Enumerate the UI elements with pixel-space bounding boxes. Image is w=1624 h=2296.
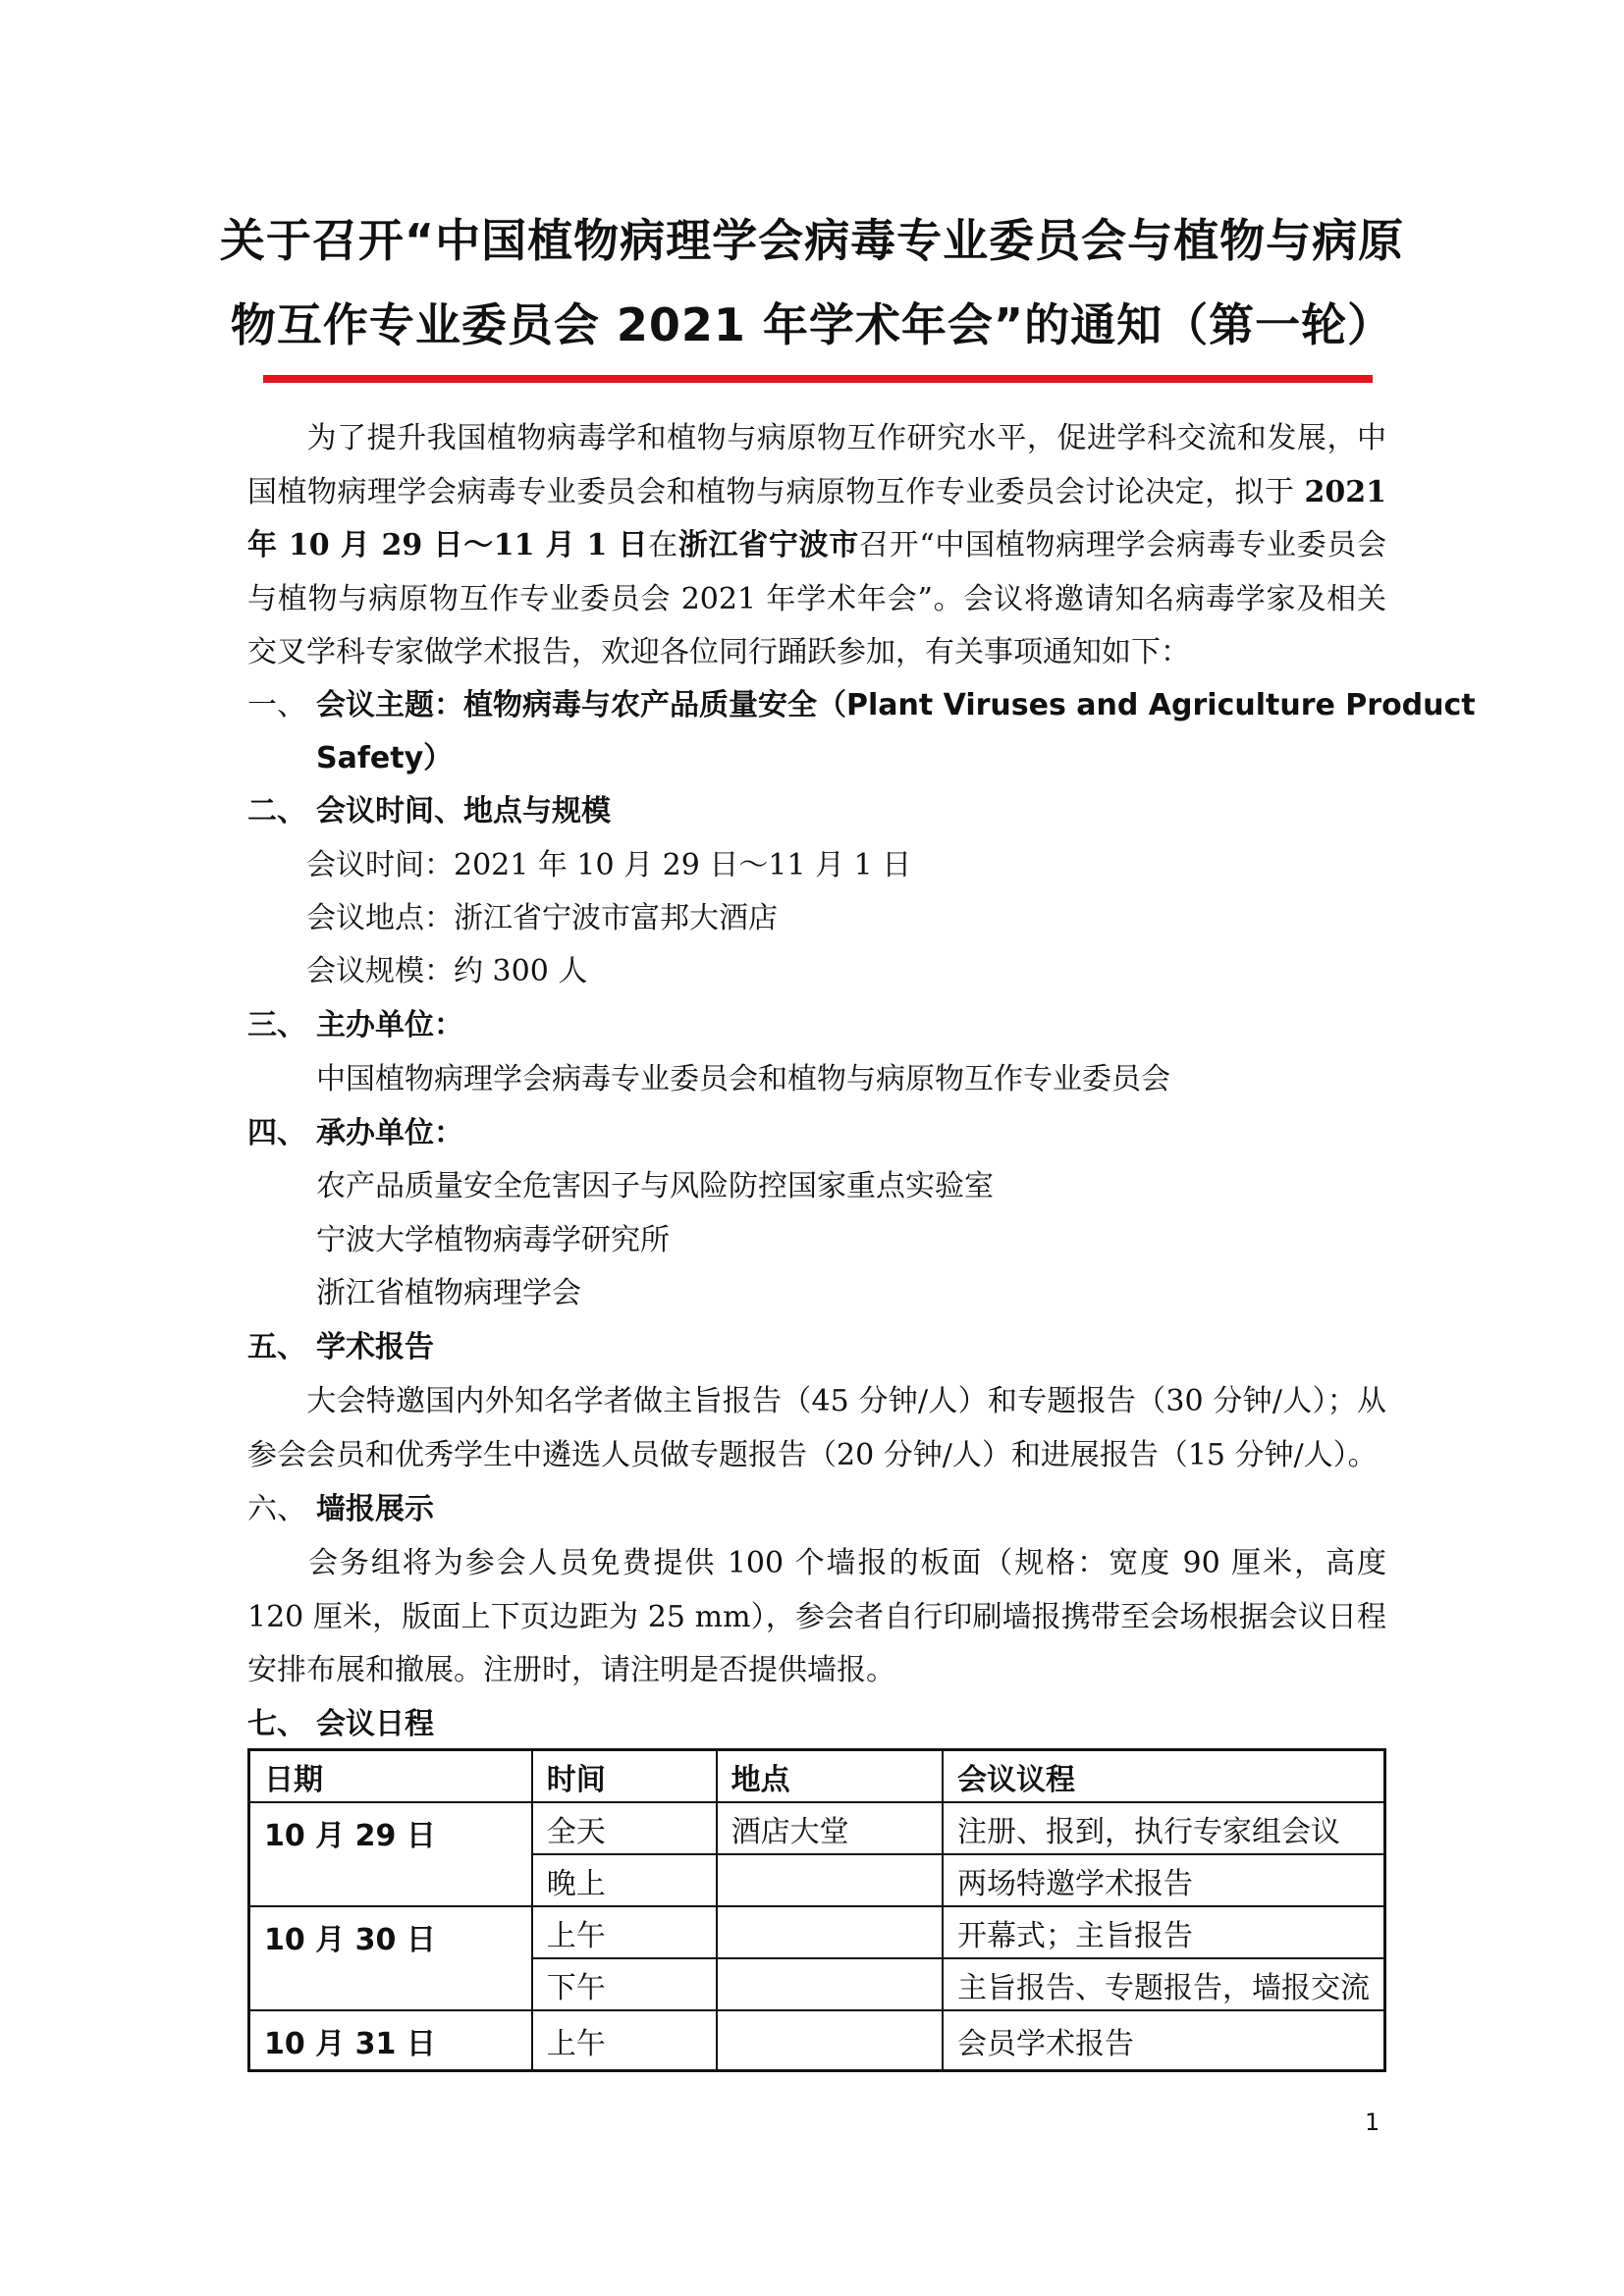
section-7-title: 会议日程	[316, 1707, 434, 1741]
table-row	[249, 1802, 1385, 1854]
header-date: 日期	[249, 1750, 532, 1803]
row-agenda: 会员学术报告	[943, 2010, 1385, 2071]
row-agenda: 两场特邀学术报告	[943, 1854, 1385, 1906]
section-6-body	[247, 1537, 1386, 1698]
organizer-3: 浙江省植物病理学会	[316, 1276, 581, 1310]
section-3-title: 主办单位：	[316, 1008, 463, 1042]
table-row	[249, 1906, 1385, 1958]
row-agenda: 开幕式；主旨报告	[943, 1906, 1385, 1958]
row-place: 酒店大堂	[717, 1802, 943, 1854]
section-2-heading	[247, 785, 611, 838]
section-1-number: 一、	[247, 688, 306, 722]
section-6-number: 六、	[247, 1492, 306, 1526]
section-2-title: 会议时间、地点与规模	[316, 794, 611, 828]
section-5-body	[247, 1375, 1386, 1482]
header-time: 时间	[532, 1750, 717, 1803]
section-1-title-cont: Safety）	[316, 741, 454, 775]
page-number: 1	[1365, 2109, 1380, 2136]
row-date: 10 月 31 日	[249, 2010, 532, 2071]
row-place	[717, 1854, 943, 1906]
row-agenda: 主旨报告、专题报告，墙报交流	[943, 1958, 1385, 2010]
row-time: 下午	[532, 1958, 717, 2010]
row-date: 10 月 29 日	[249, 1802, 532, 1906]
section-4-heading	[247, 1107, 463, 1160]
title-line-1: 关于召开“中国植物病理学会病毒专业委员会与植物与病原	[219, 214, 1405, 267]
schedule-table	[247, 1748, 1386, 2072]
section-1-heading	[247, 679, 1476, 732]
section-6-title: 墙报展示	[316, 1492, 434, 1526]
section-1-title: 会议主题：植物病毒与农产品质量安全（Plant Viruses and Agriculture Product	[316, 688, 1476, 722]
header-place: 地点	[717, 1750, 943, 1803]
row-time: 全天	[532, 1802, 717, 1854]
intro-paragraph	[247, 412, 1386, 680]
section-3-heading	[247, 999, 463, 1052]
intro-text-3: 召开“中国植物病理学会病毒专业委员会与植物与病原物互作专业委员会 2021 年学术年会”。会议将邀请知名病毒学家及相关交叉学科专家做学术报告，欢迎各位同行踊跃参加，有关事项通知如下：	[247, 528, 1387, 670]
organizer-2: 宁波大学植物病毒学研究所	[316, 1223, 670, 1257]
row-time: 上午	[532, 2010, 717, 2071]
table-row	[249, 2010, 1385, 2071]
intro-text-1: 为了提升我国植物病毒学和植物与病原物互作研究水平，促进学科交流和发展，中国植物病理学会病毒专业委员会和植物与病原物互作专业委员会讨论决定，拟于	[247, 421, 1386, 509]
schedule-header-row	[249, 1750, 1385, 1803]
row-place	[717, 1906, 943, 1958]
section-3-number: 三、	[247, 1008, 306, 1042]
meeting-time: 会议时间：2021 年 10 月 29 日～11 月 1 日	[306, 848, 912, 882]
row-place	[717, 1958, 943, 2010]
title-line-2: 物互作专业委员会 2021 年学术年会”的通知（第一轮）	[230, 298, 1394, 351]
section-2-number: 二、	[247, 794, 306, 828]
section-4-title: 承办单位：	[316, 1116, 463, 1150]
section-5-heading	[247, 1321, 434, 1374]
meeting-place: 会议地点：浙江省宁波市富邦大酒店	[306, 901, 778, 935]
intro-text-2: 在	[648, 528, 678, 563]
title-red-rule	[263, 375, 1373, 383]
section-5-title: 学术报告	[316, 1330, 434, 1364]
section-5-number: 五、	[247, 1330, 306, 1364]
meeting-scale: 会议规模：约 300 人	[306, 954, 588, 988]
section-6-text: 会务组将为参会人员免费提供 100 个墙报的板面（规格：宽度 90 厘米，高度 120 厘米，版面上下页边距为 25 mm），参会者自行印刷墙报携带至会场根据会议日程安排布展和撤展。注册时，请注明是否提供墙报。	[247, 1546, 1386, 1688]
section-7-number: 七、	[247, 1707, 306, 1741]
section-5-text: 大会特邀国内外知名学者做主旨报告（45 分钟/人）和专题报告（30 分钟/人）；从参会会员和优秀学生中遴选人员做专题报告（20 分钟/人）和进展报告（15 分钟/人）。	[247, 1384, 1386, 1472]
section-4-number: 四、	[247, 1116, 306, 1150]
section-7-heading	[247, 1698, 434, 1751]
intro-date: 2021 年 10 月 29 日～11 月 1 日	[247, 474, 1386, 563]
header-agenda: 会议议程	[943, 1750, 1385, 1803]
organizer-1: 农产品质量安全危害因子与风险防控国家重点实验室	[316, 1169, 994, 1203]
section-6-heading	[247, 1483, 434, 1536]
row-place	[717, 2010, 943, 2071]
row-time: 晚上	[532, 1854, 717, 1906]
row-agenda: 注册、报到，执行专家组会议	[943, 1802, 1385, 1854]
row-time: 上午	[532, 1906, 717, 1958]
row-date: 10 月 30 日	[249, 1906, 532, 2010]
host-organization: 中国植物病理学会病毒专业委员会和植物与病原物互作专业委员会	[316, 1062, 1170, 1096]
intro-location: 浙江省宁波市	[677, 528, 859, 563]
